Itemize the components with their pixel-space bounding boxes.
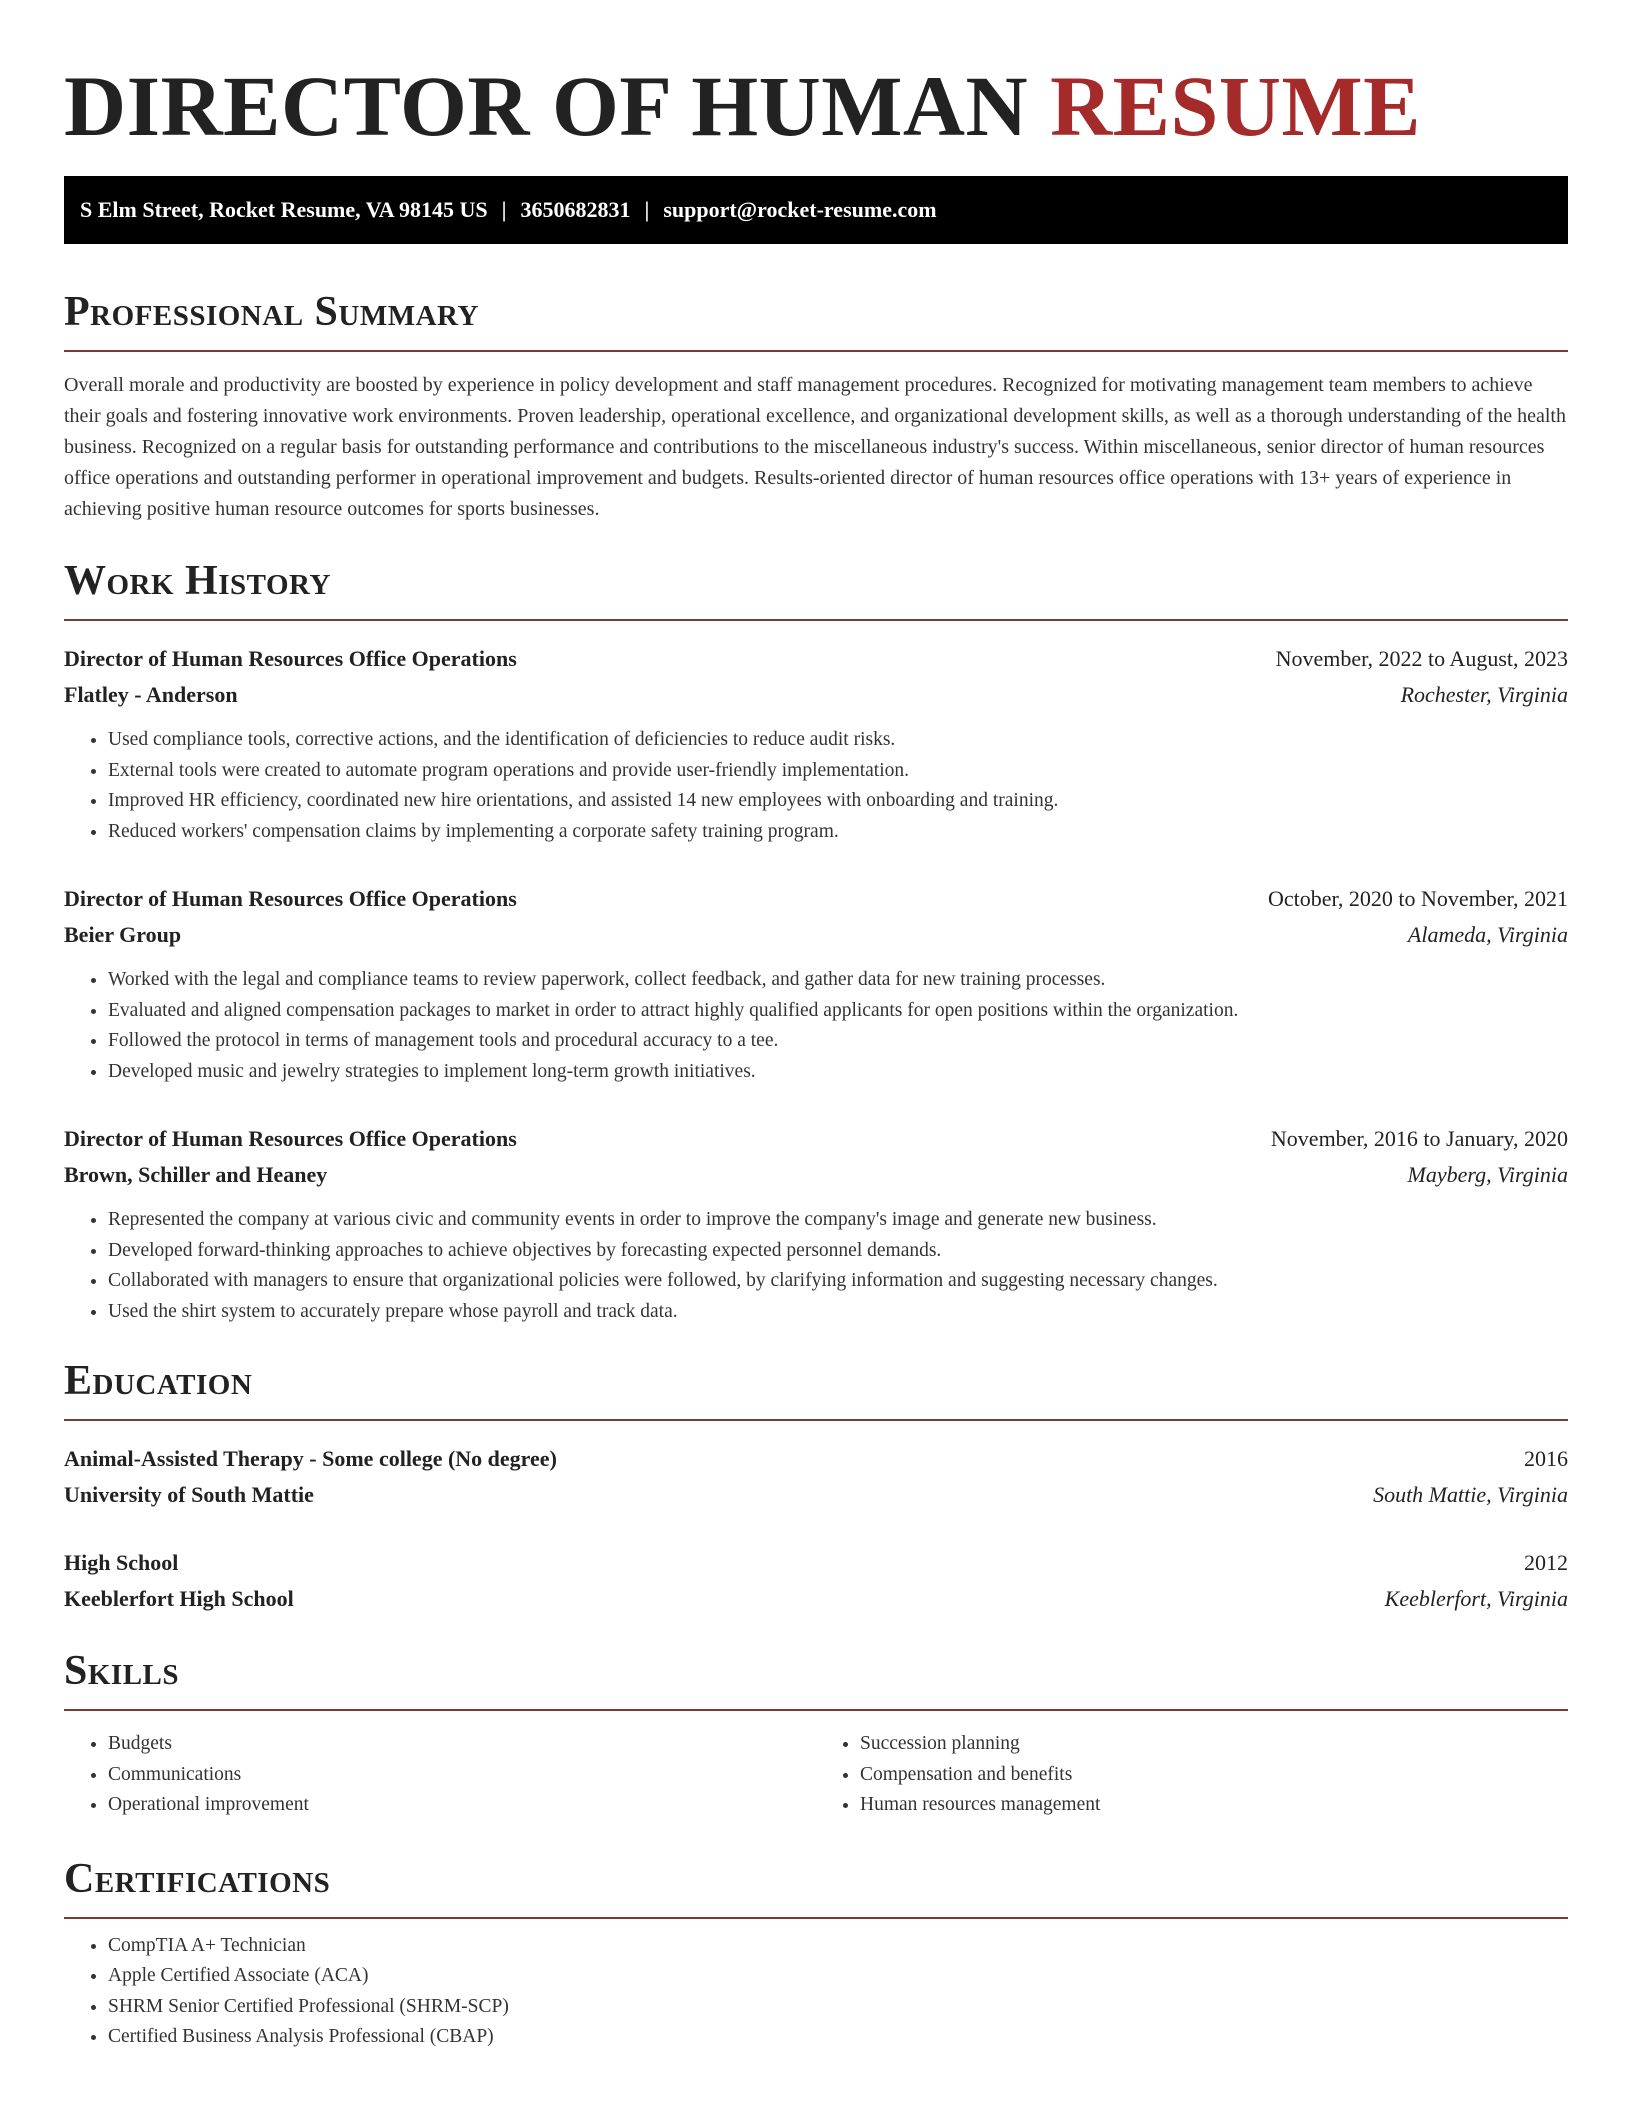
job-bullet: • Used the shirt system to accurately prepare whose payroll and track data.	[108, 1297, 1568, 1328]
job-location: Rochester, Virginia	[1400, 682, 1568, 707]
job-bullet: • Represented the company at various civic and community events in order to improve the company's image and generate new business.	[108, 1205, 1568, 1236]
education-degree: High School	[64, 1550, 179, 1575]
job-dates: November, 2016 to January, 2020	[1270, 1126, 1568, 1151]
skill-item: • Compensation and benefits	[860, 1760, 1568, 1791]
job-entry	[64, 1121, 1568, 1327]
summary-text: Overall morale and productivity are boosted by experience in policy development and staff management procedures. Recognized for motivating management team members to achieve their goals and fostering innovative work environments. Proven leadership, operational excellence, and organizational development skills, as well as a thorough understanding of the health business. Recognized on a regular basis for outstanding performance and contributions to the miscellaneous industry's success. Within miscellaneous, senior director of human resources office operations and outstanding performer in operational improvement and budgets. Results-oriented director of human resources office operations with 13+ years of experience in achieving positive human resource outcomes for sports businesses.	[64, 374, 1566, 520]
skills-column-left	[64, 1729, 816, 1821]
job-title: Director of Human Resources Office Operations	[64, 646, 517, 671]
resume-title	[64, 0, 1568, 156]
work-history-heading: Work History	[64, 558, 331, 604]
education-school: University of South Mattie	[64, 1482, 314, 1507]
job-bullet-list	[64, 1205, 1568, 1327]
contact-address: S Elm Street, Rocket Resume, VA 98145 US	[80, 197, 488, 222]
skills-heading: Skills	[64, 1648, 180, 1694]
job-entry	[64, 641, 1568, 847]
title-accent: RESUME	[1050, 58, 1422, 154]
job-location: Mayberg, Virginia	[1407, 1162, 1568, 1187]
certification-item: • CompTIA A+ Technician	[108, 1931, 1568, 1962]
certifications-list	[64, 1931, 1568, 2053]
job-bullet-list	[64, 965, 1568, 1087]
contact-separator: |	[644, 197, 650, 222]
job-bullet: • External tools were created to automate program operations and provide user-friendly implementation.	[108, 756, 1568, 787]
section-divider	[64, 350, 1568, 352]
certification-item: • Apple Certified Associate (ACA)	[108, 1961, 1568, 1992]
contact-phone: 3650682831	[520, 197, 631, 222]
certification-item: • Certified Business Analysis Professional (CBAP)	[108, 2022, 1568, 2053]
contact-separator: |	[501, 197, 507, 222]
section-divider	[64, 1917, 1568, 1919]
skill-item: • Communications	[108, 1760, 816, 1791]
education-entry	[64, 1545, 1568, 1617]
skill-item: • Succession planning	[860, 1729, 1568, 1760]
job-bullet: • Followed the protocol in terms of management tools and procedural accuracy to a tee.	[108, 1026, 1568, 1057]
job-bullet-list	[64, 725, 1568, 847]
job-bullet: • Evaluated and aligned compensation packages to market in order to attract highly qualified applicants for open positions within the organization.	[108, 996, 1568, 1027]
education-heading: Education	[64, 1358, 253, 1404]
title-main: DIRECTOR OF HUMAN	[64, 58, 1051, 154]
skills-column-right	[816, 1729, 1568, 1821]
job-entry	[64, 881, 1568, 1087]
job-bullet: • Reduced workers' compensation claims by implementing a corporate safety training program.	[108, 817, 1568, 848]
skill-item: • Human resources management	[860, 1790, 1568, 1821]
section-divider	[64, 619, 1568, 621]
job-dates: October, 2020 to November, 2021	[1267, 886, 1568, 911]
job-title: Director of Human Resources Office Operations	[64, 1126, 517, 1151]
education-year: 2016	[1524, 1446, 1568, 1471]
job-bullet: • Improved HR efficiency, coordinated new hire orientations, and assisted 14 new employees with onboarding and training.	[108, 786, 1568, 817]
education-location: Keeblerfort, Virginia	[1384, 1586, 1568, 1611]
job-bullet: • Collaborated with managers to ensure that organizational policies were followed, by clarifying information and suggesting necessary changes.	[108, 1266, 1568, 1297]
education-degree: Animal-Assisted Therapy - Some college (No degree)	[64, 1446, 557, 1471]
certification-item: • SHRM Senior Certified Professional (SHRM-SCP)	[108, 1992, 1568, 2023]
section-divider	[64, 1419, 1568, 1421]
job-title: Director of Human Resources Office Operations	[64, 886, 517, 911]
skill-item: • Budgets	[108, 1729, 816, 1760]
education-location: South Mattie, Virginia	[1373, 1482, 1568, 1507]
contact-bar	[64, 176, 1568, 244]
job-dates: November, 2022 to August, 2023	[1275, 646, 1568, 671]
education-school: Keeblerfort High School	[64, 1586, 294, 1611]
section-divider	[64, 1709, 1568, 1711]
job-company: Beier Group	[64, 922, 182, 947]
skills-grid	[64, 1729, 1568, 1821]
summary-heading: Professional Summary	[64, 289, 479, 335]
job-bullet: • Worked with the legal and compliance teams to review paperwork, collect feedback, and gather data for new training processes.	[108, 965, 1568, 996]
job-bullet: • Developed forward-thinking approaches to achieve objectives by forecasting expected personnel demands.	[108, 1236, 1568, 1267]
job-location: Alameda, Virginia	[1407, 922, 1568, 947]
education-year: 2012	[1524, 1550, 1568, 1575]
contact-email[interactable]: support@rocket-resume.com	[663, 197, 937, 222]
job-bullet: • Developed music and jewelry strategies to implement long-term growth initiatives.	[108, 1057, 1568, 1088]
education-entry	[64, 1441, 1568, 1513]
job-company: Flatley - Anderson	[64, 682, 238, 707]
job-company: Brown, Schiller and Heaney	[64, 1162, 328, 1187]
job-bullet: • Used compliance tools, corrective actions, and the identification of deficiencies to reduce audit risks.	[108, 725, 1568, 756]
skill-item: • Operational improvement	[108, 1790, 816, 1821]
certifications-heading: Certifications	[64, 1855, 331, 1902]
